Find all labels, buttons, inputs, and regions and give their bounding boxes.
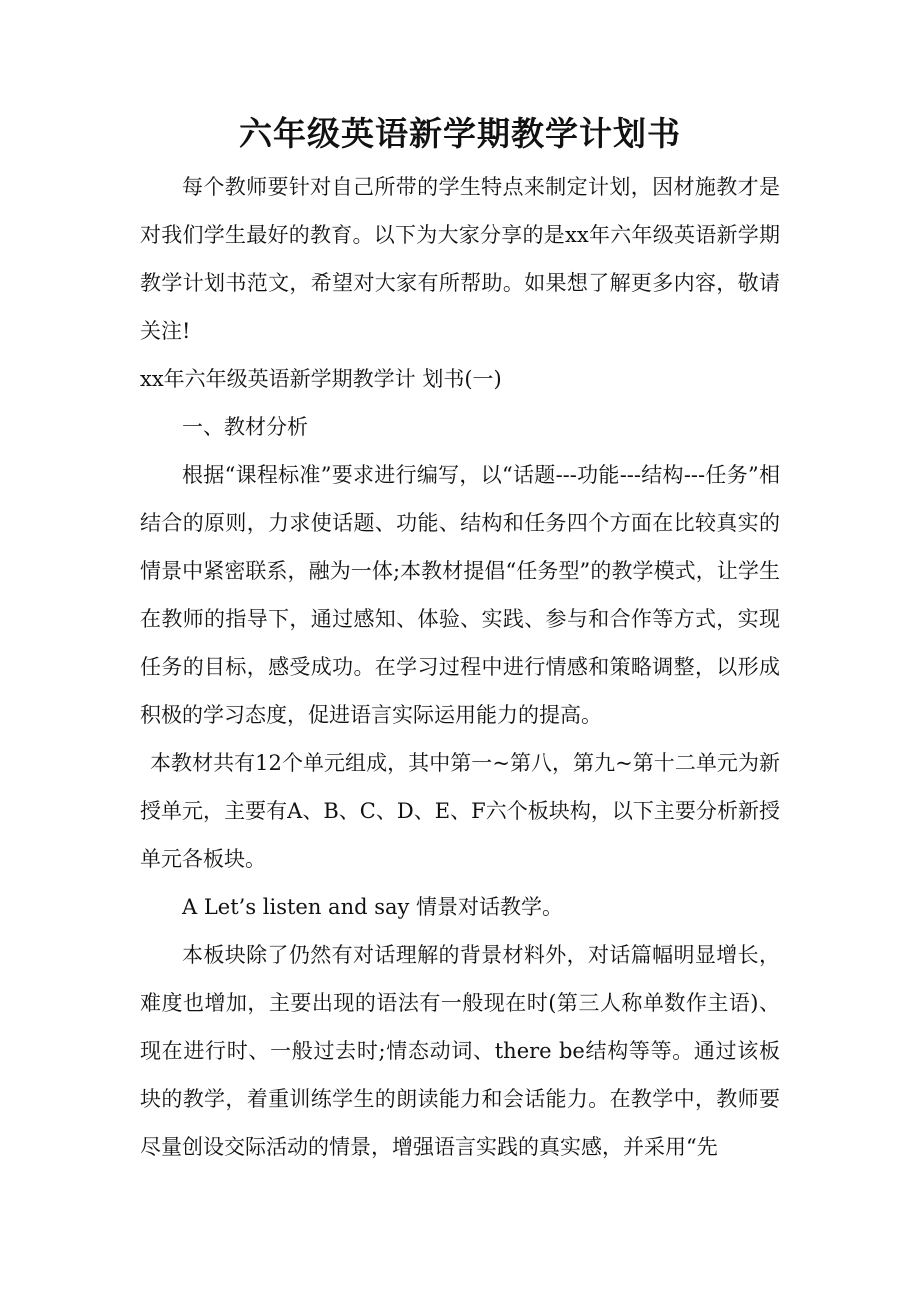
heading-materials-analysis: 一、教材分析 [182,415,308,439]
section-a-heading: A Let’s listen and say 情景对话教学。 [182,895,564,919]
units-paragraph: 本教材共有12个单元组成，其中第一~第八，第九~第十二单元为新授单元，主要有A、B、C、D、E、F六个板块构，以下主要分析新授单元各板块。 [140,751,780,871]
section-a-paragraph: 本板块除了仍然有对话理解的背景材料外，对话篇幅明显增长，难度也增加，主要出现的语法有一般现在时(第三人称单数作主语)、现在进行时、一般过去时;情态动词、there be结构等等。通过该板块的教学，着重训练学生的朗读能力和会话能力。在教学中，教师要尽量创设交际活动的情景，增强语言实践的真实感，并采用“先 [140,943,780,1159]
document-title: 六年级英语新学期教学计划书 [239,114,681,153]
analysis-paragraph: 根据“课程标准”要求进行编写，以“话题---功能---结构---任务”相结合的原则，力求使话题、功能、结构和任务四个方面在比较真实的情景中紧密联系，融为一体;本教材提倡“任务型”的教学模式，让学生在教师的指导下，通过感知、体验、实践、参与和合作等方式，实现任务的目标，感受成功。在学习过程中进行情感和策略调整，以形成积极的学习态度，促进语言实际运用能力的提高。 [140,463,780,727]
document-body [140,163,780,1171]
section-title: xx年六年级英语新学期教学计 划书(一) [140,367,502,391]
intro-paragraph: 每个教师要针对自己所带的学生特点来制定计划，因材施教才是对我们学生最好的教育。以下为大家分享的是xx年六年级英语新学期教学计划书范文，希望对大家有所帮助。如果想了解更多内容，敬请关注! [140,175,780,343]
